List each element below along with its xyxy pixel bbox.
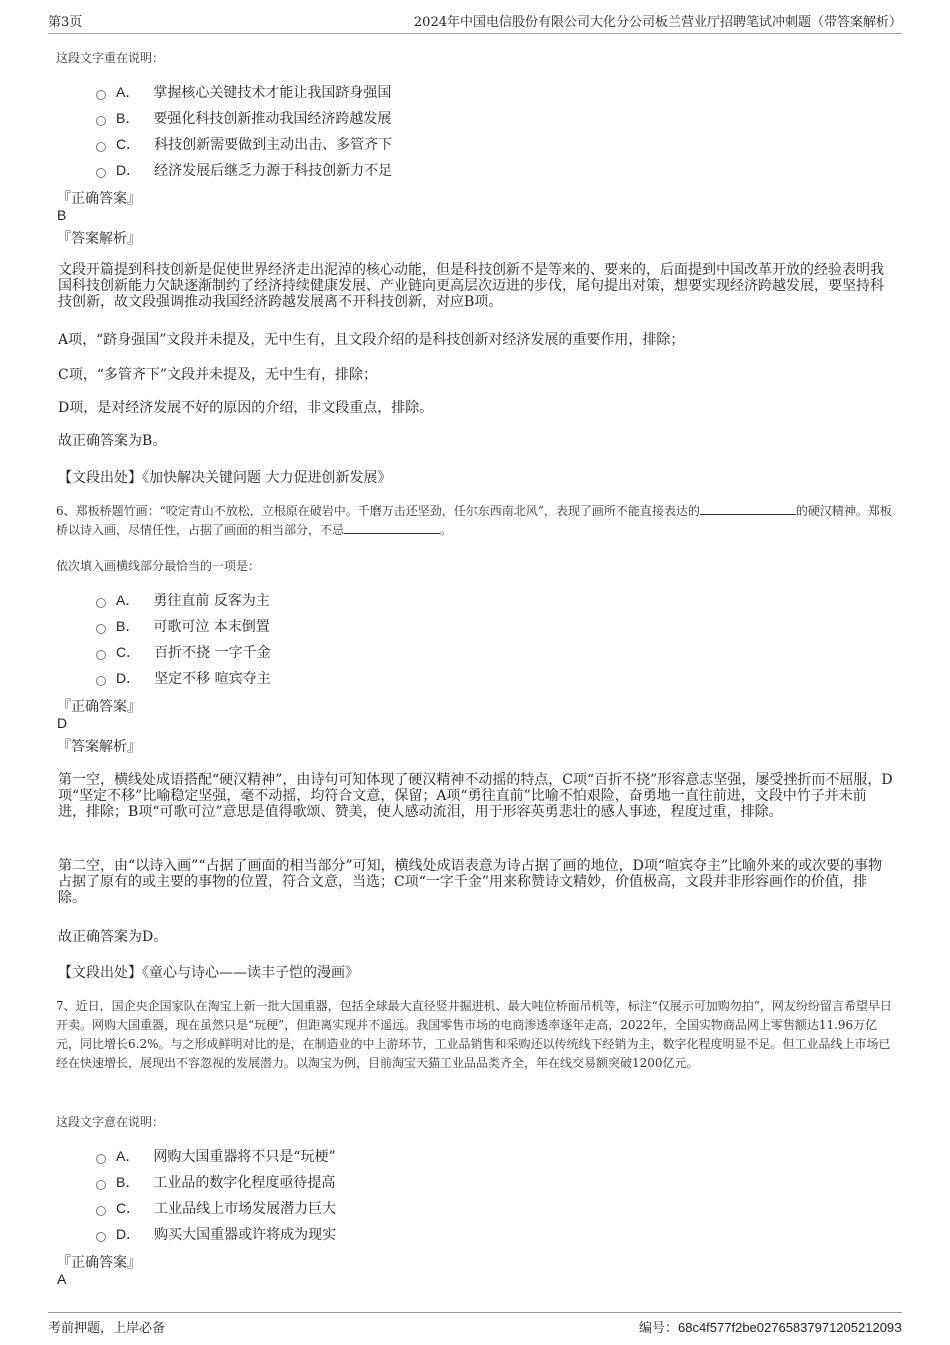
code-label: 编号：	[638, 1321, 678, 1336]
option-text: 要强化科技创新推动我国经济跨越发展	[153, 111, 392, 127]
option-text: 科技创新需要做到主动出击、多管齐下	[154, 137, 393, 153]
q6-text-part3: 。	[440, 523, 453, 537]
q5-analysis-p3: C项，“多管齐下”文段并未提及，无中生有，排除；	[58, 367, 378, 383]
option-text: 百折不挠 一字千金	[154, 645, 271, 661]
q6-text-part1: 6、郑板桥题竹画：“咬定青山不放松，立根原在破岩中。千磨万击还坚劲，任尔东西南北风”，表现了画所不能直接表达的	[56, 504, 700, 518]
radio-icon[interactable]	[96, 1232, 106, 1242]
q6-analysis-label: 『答案解析』	[57, 739, 141, 755]
q6-analysis-p1: 第一空，横线处成语搭配“硬汉精神”，由诗句可知体现了硬汉精神不动摇的特点，C项“百折不挠”形容意志坚强，屡受挫折而不屈服，D项“坚定不移”比喻稳定坚强，毫不动摇，均符合文意，保留；A项“勇往直前”比喻不怕艰险，奋勇地一直往前进，文段中竹子并未前进，排除；B项“可歌可泣”意思是值得歌颂、赞美，使人感动流泪，用于形容英勇悲壮的感人事迹，程度过重，排除。	[58, 772, 893, 820]
option-text: 坚定不移 喧宾夺主	[154, 671, 271, 687]
q6-analysis-p2: 第二空，由“以诗入画”“占据了画面的相当部分”可知，横线处成语表意为诗占据了画的地位，D项“喧宾夺主”比喻外来的或次要的事物占据了原有的或主要的事物的位置，符合文意，当选；C项“一字千金”用来称赞诗文精妙，价值极高，文段并非形容画作的价值，排除。	[58, 858, 883, 906]
radio-icon[interactable]	[96, 168, 106, 178]
option-letter: B．	[116, 618, 140, 634]
q7-option-d[interactable]	[96, 1224, 336, 1244]
q6-option-b[interactable]	[96, 616, 270, 636]
q7-option-c[interactable]	[96, 1198, 336, 1218]
q7-answer-label: 『正确答案』	[57, 1255, 141, 1271]
option-letter: D．	[116, 162, 141, 178]
radio-icon[interactable]	[96, 1206, 106, 1216]
option-letter: C．	[116, 136, 141, 152]
q7-text: 7、近日，国企央企国家队在淘宝上新一批大国重器，包括全球最大直径竖井掘进机、最大吨位桥面吊机等，标注“仅展示可加购勿拍”，网友纷纷留言希望早日开卖。网购大国重器，现在虽然只是“玩梗”，但距离实现并不遥远。我国零售市场的电商渗透率逐年走高，2022年，全国实物商品网上零售额达11.96万亿元，同比增长6.2%。与之形成鲜明对比的是，在制造业的中上游环节，工业品销售和采购还以传统线下经销为主，数字化程度明显不足。但工业品线上市场已经在快速增长，展现出不容忽视的发展潜力。以淘宝为例，目前淘宝天猫工业品品类齐全，年在线交易额突破1200亿元。	[56, 999, 892, 1070]
q6-option-c[interactable]	[96, 642, 271, 662]
option-text: 工业品的数字化程度亟待提高	[153, 1175, 336, 1191]
option-text: 勇往直前 反客为主	[153, 593, 270, 609]
q5-option-b[interactable]	[96, 108, 391, 128]
option-letter: D．	[116, 670, 141, 686]
page-footer	[48, 1312, 902, 1336]
option-letter: D．	[116, 1226, 141, 1242]
option-text: 购买大国重器或许将成为现实	[154, 1227, 337, 1243]
q5-option-c[interactable]	[96, 134, 392, 154]
option-text: 可歌可泣 本末倒置	[153, 619, 270, 635]
q6-analysis-p3: 故正确答案为D。	[58, 929, 168, 945]
q6-option-d[interactable]	[96, 668, 271, 688]
code-value: 68c4f577f2be0276583797120521209З	[677, 1320, 902, 1335]
q6-answer-label: 『正确答案』	[57, 699, 141, 715]
q6-text-part2: 的硬汉精神。郑板桥以诗入画，尽情任性，占据了画面的相当部分，不忌	[56, 504, 892, 537]
option-text: 掌握核心关键技术才能让我国跻身强国	[153, 85, 392, 101]
radio-icon[interactable]	[96, 116, 106, 126]
q5-source: 【文段出处】《加快解决关键问题 大力促进创新发展》	[58, 470, 392, 486]
q7-answer: A	[57, 1271, 67, 1287]
q6-option-a[interactable]	[96, 590, 270, 610]
radio-icon[interactable]	[96, 142, 106, 152]
radio-icon[interactable]	[96, 676, 106, 686]
document-code	[639, 1317, 902, 1336]
radio-icon[interactable]	[96, 624, 106, 634]
q6-stem: 依次填入画横线部分最恰当的一项是：	[56, 559, 261, 573]
q5-analysis-p1: 文段开篇提到科技创新是促使世界经济走出泥淖的核心动能，但是科技创新不是等来的、要来的，后面提到中国改革开放的经验表明我国科技创新能力欠缺逐渐制约了经济持续健康发展、产业链向更高层次迈进的步伐，尾句提出对策，想要实现经济跨越发展，要坚持科技创新，故文段强调推动我国经济跨越发展离不开科技创新，对应B项。	[58, 262, 884, 310]
option-text: 经济发展后继乏力源于科技创新力不足	[154, 163, 393, 179]
option-letter: A．	[116, 1148, 140, 1164]
q5-answer: B	[57, 207, 67, 223]
option-letter: B．	[116, 110, 140, 126]
option-text: 工业品线上市场发展潜力巨大	[154, 1201, 337, 1217]
q5-stem: 这段文字重在说明：	[56, 51, 165, 65]
q5-analysis-p5: 故正确答案为B。	[58, 433, 167, 449]
option-letter: B．	[116, 1174, 140, 1190]
document-title: 2024年中国电信股份有限公司大化分公司板兰营业厅招聘笔试冲刺题（带答案解析）	[413, 15, 902, 30]
q7-stem: 这段文字意在说明：	[56, 1115, 165, 1129]
q6-answer: D	[57, 715, 68, 731]
q5-option-a[interactable]	[96, 82, 391, 102]
option-letter: C．	[116, 1200, 141, 1216]
page-header	[48, 12, 902, 34]
option-letter: A．	[116, 84, 140, 100]
page-number: 第3页	[48, 15, 83, 30]
q6-source: 【文段出处】《童心与诗心——读丰子恺的漫画》	[58, 965, 359, 981]
answer-blank	[344, 522, 440, 534]
q5-analysis-p2: A项，“跻身强国”文段并未提及，无中生有，且文段介绍的是科技创新对经济发展的重要作用，排除；	[58, 332, 685, 348]
option-letter: A．	[116, 592, 140, 608]
q6-text	[56, 502, 898, 540]
q5-option-d[interactable]	[96, 160, 392, 180]
radio-icon[interactable]	[96, 1180, 106, 1190]
q7-option-a[interactable]	[96, 1146, 336, 1166]
radio-icon[interactable]	[96, 1154, 106, 1164]
q7-option-b[interactable]	[96, 1172, 335, 1192]
answer-blank	[700, 503, 796, 515]
radio-icon[interactable]	[96, 90, 106, 100]
q5-analysis-p4: D项，是对经济发展不好的原因的介绍，非文段重点，排除。	[58, 400, 434, 416]
option-letter: C．	[116, 644, 141, 660]
radio-icon[interactable]	[96, 598, 106, 608]
q5-answer-label: 『正确答案』	[57, 191, 141, 207]
q5-analysis-label: 『答案解析』	[57, 231, 141, 247]
radio-icon[interactable]	[96, 650, 106, 660]
footer-slogan: 考前押题，上岸必备	[48, 1321, 166, 1336]
option-text: 网购大国重器将不只是“玩梗”	[153, 1149, 336, 1165]
